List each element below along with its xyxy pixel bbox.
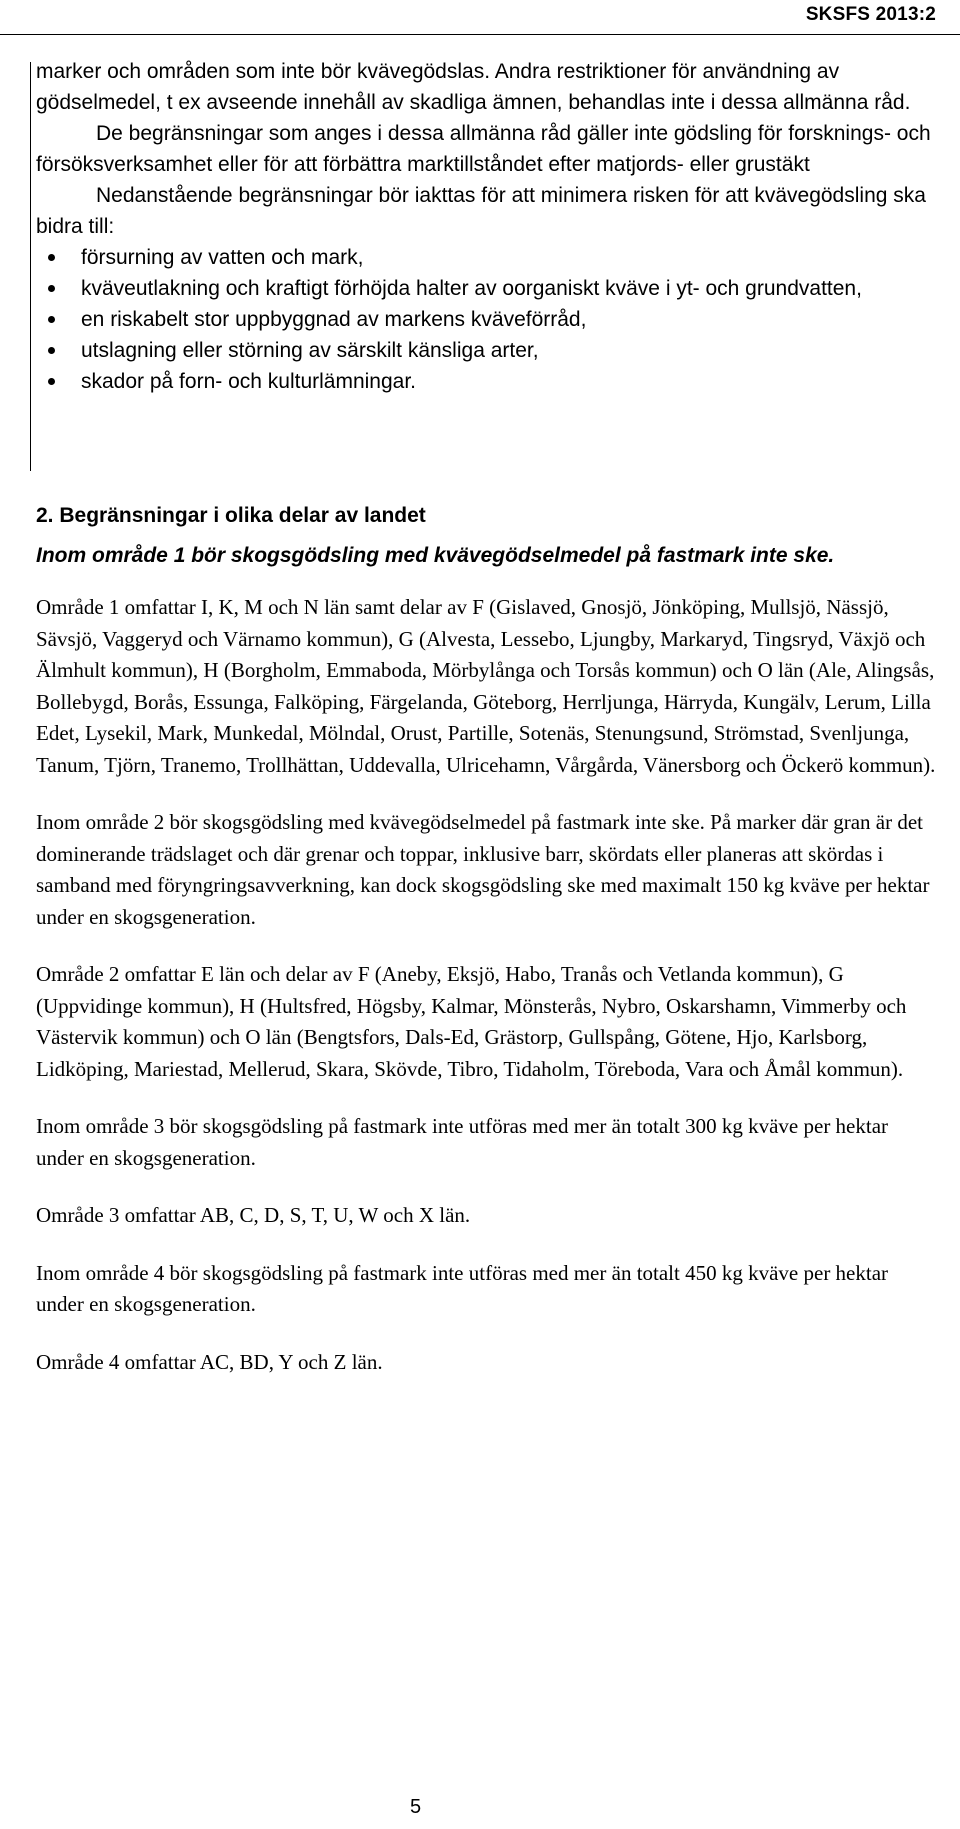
general-advice-margin-bar [30,62,31,471]
list-item [36,242,936,273]
paragraph: Område 3 omfattar AB, C, D, S, T, U, W och X län. [36,1203,471,1227]
bullet-icon [48,316,55,323]
list-item [36,273,936,304]
general-advice-block [36,56,936,397]
list-item [36,366,936,397]
bullet-icon [48,285,55,292]
advice-intro: marker och områden som inte bör kvävegödslas. Andra restriktioner för användning av gödselmedel, t ex avseende innehåll av skadliga ämnen, behandlas inte i dessa allmänna råd. [36,60,911,114]
advice-exception: De begränsningar som anges i dessa allmänna råd gäller inte gödsling för forsknings- och försöksverksamhet eller för att förbättra marktillståndet efter matjords- eller grustäkt [36,122,931,176]
paragraph: Inom område 2 bör skogsgödsling med kvävegödselmedel på fastmark inte ske. På marker där gran är det dominerande trädslaget och där grenar och toppar, inklusive barr, skördats eller planeras att skördas i samband med föryngringsavverkning, kan dock skogsgödsling ske med maximalt 150 kg kväve per hektar under en skogsgeneration. [36,810,930,929]
list-item-text: en riskabelt stor uppbyggnad av markens kväveförråd, [81,308,587,331]
section-lead: Inom område 1 bör skogsgödsling med kvävegödselmedel på fastmark inte ske. [36,544,835,567]
paragraph: Område 2 omfattar E län och delar av F (Aneby, Eksjö, Habo, Tranås och Vetlanda kommun), G (Uppvidinge kommun), H (Hultsfred, Högsby, Kalmar, Mönsterås, Nybro, Oskarshamn, Vimmerby och Västervik kommun) och O län (Bengtsfors, Dals-Ed, Grästorp, Gullspång, Götene, Hjo, Karlsborg, Lidköping, Mariestad, Mellerud, Skara, Skövde, Tibro, Tidaholm, Töreboda, Vara och Åmål kommun). [36,962,907,1081]
paragraph: Område 1 omfattar I, K, M och N län samt delar av F (Gislaved, Gnosjö, Jönköping, Mullsjö, Nässjö, Sävsjö, Vaggeryd och Värnamo kommun), G (Alvesta, Lessebo, Ljungby, Markaryd, Tingsryd, Växjö och Älmhult kommun), H (Borgholm, Emmaboda, Mörbylånga och Torsås kommun) och O län (Ale, Alingsås, Bollebygd, Borås, Essunga, Falköping, Färgelanda, Göteborg, Herrljunga, Härryda, Kungälv, Lerum, Lilla Edet, Lysekil, Mark, Munkedal, Mölndal, Orust, Partille, Sotenäs, Stenungsund, Strömstad, Svenljunga, Tanum, Tjörn, Tranemo, Trollhättan, Uddevalla, Ulricehamn, Vårgårda, Vänersborg och Öckerö kommun). [36,595,936,777]
advice-lead: Nedanstående begränsningar bör iakttas för att minimera risken för att kvävegödsling ska bidra till: [36,184,926,238]
list-item-text: utslagning eller störning av särskilt känsliga arter, [81,339,539,362]
list-item-text: försurning av vatten och mark, [81,246,364,269]
list-item-text: kväveutlakning och kraftigt förhöjda halter av oorganiskt kväve i yt- och grundvatten, [81,277,862,300]
page-number: 5 [410,1796,422,1818]
bullet-icon [48,378,55,385]
page-header [0,0,960,35]
paragraph: Inom område 4 bör skogsgödsling på fastmark inte utföras med mer än totalt 450 kg kväve per hektar under en skogsgeneration. [36,1260,889,1316]
section-heading: 2. Begränsningar i olika delar av landet [36,504,426,527]
list-item [36,335,936,366]
paragraph: Område 4 omfattar AC, BD, Y och Z län. [36,1349,383,1374]
body-text [36,592,936,1404]
bullet-icon [48,254,55,261]
bullet-icon [48,347,55,354]
list-item [36,304,936,335]
list-item-text: skador på forn- och kulturlämningar. [81,370,417,393]
document-id: SKSFS 2013:2 [805,4,936,25]
paragraph: Inom område 3 bör skogsgödsling på fastmark inte utföras med mer än totalt 300 kg kväve per hektar under en skogsgeneration. [36,1114,889,1170]
risk-list [36,242,936,397]
